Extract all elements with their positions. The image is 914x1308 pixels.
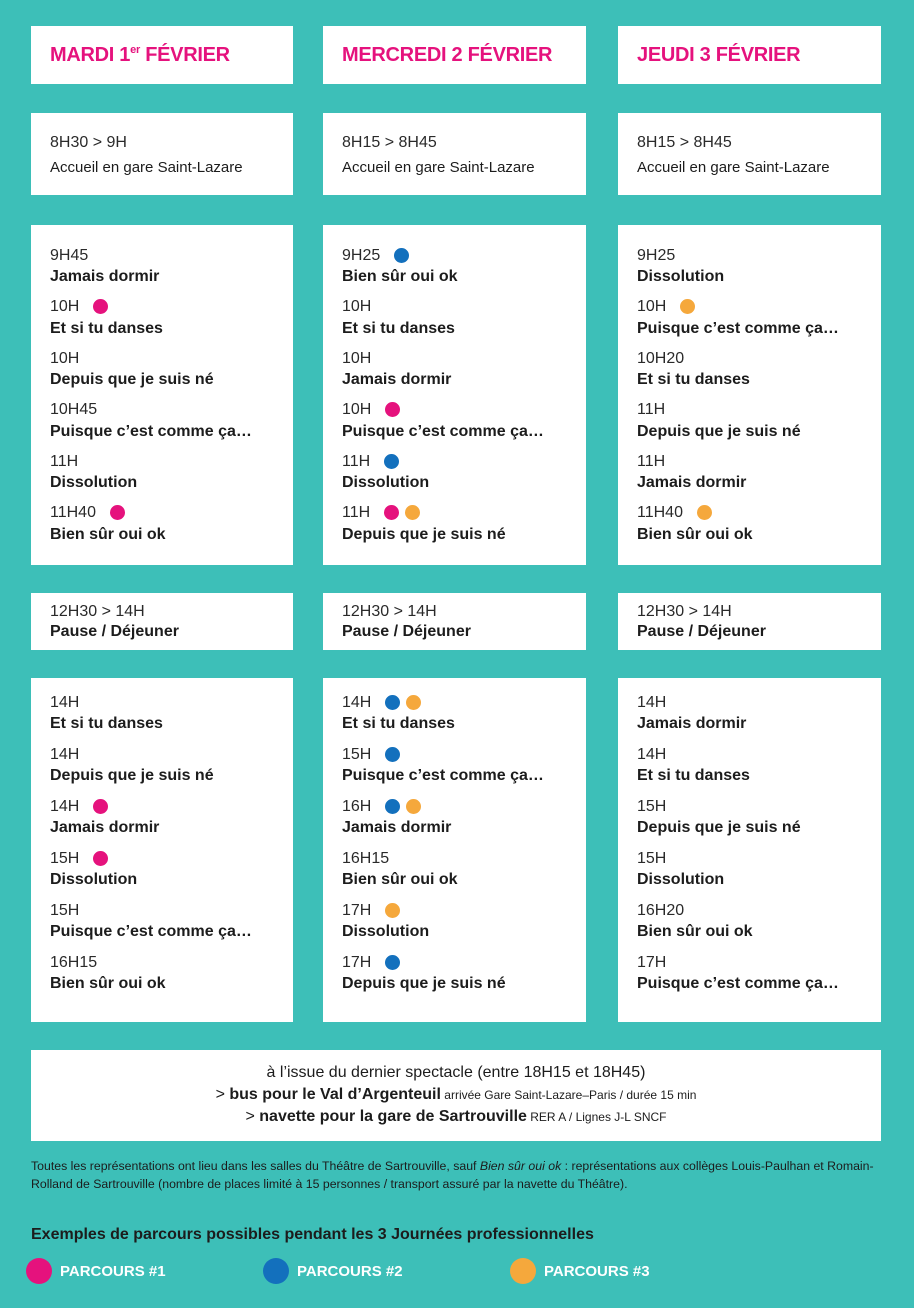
entry-show-title: Bien sûr oui ok xyxy=(637,923,753,940)
entry-time-text: 9H45 xyxy=(50,246,89,264)
lunch-slot xyxy=(618,593,881,650)
entry-time-text: 15H xyxy=(50,849,80,867)
entry-show-title: Et si tu danses xyxy=(637,371,750,388)
entry-show-title: Dissolution xyxy=(342,474,430,491)
day-title-text: JEUDI 3 FÉVRIER xyxy=(637,43,801,66)
lunch-label: Pause / Déjeuner xyxy=(50,623,179,640)
entry-show-title: Puisque c’est comme ça… xyxy=(637,319,839,337)
entry-time-text: 16H15 xyxy=(50,953,98,971)
lunch-time: 12H30 > 14H xyxy=(342,603,437,620)
departure-time: à l’issue du dernier spectacle (entre 18H15 et 18H45) xyxy=(266,1064,646,1081)
route-blue-dot-icon xyxy=(263,1258,289,1284)
entry-show-title: Puisque c’est comme ça… xyxy=(342,422,544,440)
entry-time-text: 14H xyxy=(50,797,80,815)
bus-info: > bus pour le Val d’Argenteuil arrivée Gare Saint-Lazare–Paris / durée 15 min xyxy=(215,1086,697,1103)
entry-time-text: 11H xyxy=(50,452,79,470)
examples-title: Exemples de parcours possibles pendant les 3 Journées professionnelles xyxy=(31,1226,594,1243)
entry-time-text: 17H xyxy=(342,953,372,971)
route-dots xyxy=(385,402,400,417)
schedule-entry xyxy=(637,348,881,390)
route-blue-dot-icon xyxy=(384,454,399,469)
entry-time xyxy=(50,503,293,523)
route-blue-dot-icon xyxy=(385,955,400,970)
entry-time-text: 17H xyxy=(342,901,372,919)
entry-time-text: 10H xyxy=(50,349,80,367)
route-orange-dot-icon xyxy=(405,505,420,520)
route-dots xyxy=(384,505,420,520)
schedule-entry xyxy=(342,900,586,942)
schedule-entry xyxy=(50,900,293,942)
route-blue-dot-icon xyxy=(385,747,400,762)
day-header xyxy=(31,26,293,84)
day-header xyxy=(618,26,881,84)
day-title-sup: er xyxy=(130,43,140,56)
entry-time-text: 11H xyxy=(342,452,371,470)
entry-time xyxy=(342,692,586,712)
entry-show-title: Dissolution xyxy=(50,474,138,491)
entry-show-title: Jamais dormir xyxy=(637,474,747,491)
entry-time-text: 10H xyxy=(50,298,80,315)
arrival-time: 8H15 > 8H45 xyxy=(342,134,437,151)
entry-time xyxy=(342,400,586,420)
entry-time xyxy=(50,744,293,764)
entry-time xyxy=(342,503,586,523)
entry-show-title: Depuis que je suis né xyxy=(342,525,506,543)
entry-time xyxy=(50,900,293,920)
entry-time-text: 16H20 xyxy=(637,901,685,919)
route-orange-dot-icon xyxy=(406,799,421,814)
entry-time xyxy=(637,451,881,471)
schedule-entry xyxy=(50,744,293,786)
entry-time-text: 14H xyxy=(637,693,667,711)
entry-show-title: Depuis que je suis né xyxy=(50,767,214,784)
arrival-label: Accueil en gare Saint-Lazare xyxy=(637,159,830,176)
schedule-entry xyxy=(342,451,586,493)
route-blue-dot-icon xyxy=(385,799,400,814)
entry-show-title: Depuis que je suis né xyxy=(342,975,506,992)
route-blue-dot-icon xyxy=(385,695,400,710)
legend-item-3 xyxy=(510,1258,650,1284)
entry-time xyxy=(50,952,293,972)
entry-show-title: Depuis que je suis né xyxy=(637,819,801,836)
route-pink-dot-icon xyxy=(93,299,108,314)
entry-time xyxy=(637,400,881,420)
entry-show-title: Bien sûr oui ok xyxy=(637,525,753,543)
schedule-entry xyxy=(637,744,881,786)
entry-show-title: Jamais dormir xyxy=(637,715,747,732)
entry-show-title: Bien sûr oui ok xyxy=(342,871,458,888)
entry-show-title: Dissolution xyxy=(637,871,725,888)
route-pink-dot-icon xyxy=(384,505,399,520)
entry-time xyxy=(50,348,293,368)
route-dots xyxy=(110,505,125,520)
route-pink-dot-icon xyxy=(385,402,400,417)
entry-show-title: Jamais dormir xyxy=(50,819,160,836)
entry-time-text: 10H20 xyxy=(637,349,685,367)
entry-show-title: Dissolution xyxy=(50,871,138,888)
day-title-tail: FÉVRIER xyxy=(139,43,230,66)
entry-time xyxy=(342,848,586,868)
bus-title: bus pour le Val d’Argenteuil xyxy=(229,1086,441,1103)
lunch-time: 12H30 > 14H xyxy=(50,603,145,620)
entry-show-title: Puisque c’est comme ça… xyxy=(50,923,252,940)
navette-details: RER A / Lignes J-L SNCF xyxy=(526,1110,667,1124)
route-dots xyxy=(385,799,421,814)
schedule-entry xyxy=(637,796,881,838)
entry-time-text: 15H xyxy=(637,797,667,815)
schedule-entry xyxy=(637,245,881,287)
entry-show-title: Bien sûr oui ok xyxy=(50,525,166,543)
entry-time xyxy=(637,503,881,523)
entry-time-text: 14H xyxy=(342,693,372,711)
route-pink-dot-icon xyxy=(26,1258,52,1284)
route-orange-dot-icon xyxy=(385,903,400,918)
legend-label: PARCOURS #2 xyxy=(297,1262,403,1280)
schedule-entry xyxy=(342,744,586,786)
morning-program xyxy=(323,225,586,565)
schedule-entry xyxy=(637,900,881,942)
entry-time xyxy=(637,348,881,368)
entry-show-title: Depuis que je suis né xyxy=(637,422,801,440)
entry-time xyxy=(50,400,293,420)
route-dots xyxy=(385,955,400,970)
route-pink-dot-icon xyxy=(93,851,108,866)
schedule-entry xyxy=(50,348,293,390)
schedule-entry xyxy=(637,848,881,890)
venue-note: Toutes les représentations ont lieu dans les salles du Théâtre de Sartrouville, sauf Bien sûr oui ok : représentations aux collèges Louis-Paulhan et Romain-Rolland de Sartrouville (nombre de places limité à 15 personnes / transport assuré par la navette du Théâtre). xyxy=(31,1159,874,1191)
entry-time xyxy=(50,692,293,712)
route-dots xyxy=(93,299,108,314)
entry-time-text: 17H xyxy=(637,953,667,971)
route-dots xyxy=(93,851,108,866)
entry-show-title: Et si tu danses xyxy=(637,767,750,784)
day-title xyxy=(637,44,800,67)
entry-time-text: 16H xyxy=(342,797,372,815)
entry-time xyxy=(342,245,586,265)
lunch-slot xyxy=(323,593,586,650)
schedule-entry xyxy=(637,503,881,545)
arrival-time: 8H30 > 9H xyxy=(50,134,127,151)
entry-time xyxy=(342,348,586,368)
entry-time-text: 10H xyxy=(342,298,372,315)
entry-show-title: Jamais dormir xyxy=(342,371,452,388)
schedule-entry xyxy=(637,400,881,442)
entry-time xyxy=(50,796,293,816)
legend-item-1 xyxy=(26,1258,166,1284)
entry-time xyxy=(637,848,881,868)
entry-time xyxy=(637,692,881,712)
entry-show-title: Et si tu danses xyxy=(342,319,455,337)
entry-time xyxy=(637,796,881,816)
arrival-slot xyxy=(323,113,586,195)
route-orange-dot-icon xyxy=(697,505,712,520)
route-dots xyxy=(385,747,400,762)
entry-time xyxy=(342,952,586,972)
arrival-slot xyxy=(618,113,881,195)
entry-show-title: Depuis que je suis né xyxy=(50,371,214,388)
entry-show-title: Bien sûr oui ok xyxy=(50,975,166,992)
day-title xyxy=(50,44,230,67)
venue-note-show: Bien sûr oui ok xyxy=(479,1159,562,1173)
schedule-entry xyxy=(342,848,586,890)
entry-show-title: Jamais dormir xyxy=(342,819,452,836)
lunch-slot xyxy=(31,593,293,650)
day-title-text: MERCREDI 2 FÉVRIER xyxy=(342,43,553,66)
route-dots xyxy=(697,505,712,520)
schedule-entry xyxy=(50,400,293,442)
schedule-entry xyxy=(637,451,881,493)
entry-time-text: 11H xyxy=(637,452,666,470)
entry-time-text: 15H xyxy=(637,849,667,867)
entry-time-text: 10H45 xyxy=(50,401,98,418)
entry-show-title: Et si tu danses xyxy=(50,319,163,337)
arrival-slot xyxy=(31,113,293,195)
route-orange-dot-icon xyxy=(406,695,421,710)
schedule-entry xyxy=(342,297,586,339)
schedule-entry xyxy=(342,245,586,287)
entry-time-text: 11H xyxy=(342,504,371,521)
route-pink-dot-icon xyxy=(93,799,108,814)
legend-item-2 xyxy=(263,1258,403,1284)
morning-program xyxy=(31,225,293,565)
legend-label: PARCOURS #1 xyxy=(60,1262,166,1280)
entry-show-title: Bien sûr oui ok xyxy=(342,268,458,285)
schedule-entry xyxy=(342,400,586,442)
lunch-label: Pause / Déjeuner xyxy=(342,623,471,640)
entry-show-title: Dissolution xyxy=(637,268,725,285)
route-orange-dot-icon xyxy=(510,1258,536,1284)
day-title xyxy=(342,44,552,67)
schedule-entry xyxy=(50,796,293,838)
route-orange-dot-icon xyxy=(680,299,695,314)
schedule-entry xyxy=(50,952,293,994)
route-dots xyxy=(385,903,400,918)
entry-time xyxy=(637,744,881,764)
schedule-entry xyxy=(50,848,293,890)
schedule-entry xyxy=(50,692,293,734)
entry-time xyxy=(637,297,881,317)
schedule-entry xyxy=(342,952,586,994)
day-title-text: MARDI 1 xyxy=(50,43,131,66)
entry-time-text: 15H xyxy=(50,901,80,919)
entry-time xyxy=(637,952,881,972)
entry-time xyxy=(50,297,293,317)
lunch-label: Pause / Déjeuner xyxy=(637,623,766,640)
entry-show-title: Et si tu danses xyxy=(342,715,455,732)
entry-show-title: Dissolution xyxy=(342,923,430,940)
entry-time-text: 10H xyxy=(637,298,667,315)
entry-time-text: 9H25 xyxy=(637,246,676,264)
schedule-entry xyxy=(342,692,586,734)
schedule-entry xyxy=(342,348,586,390)
route-dots xyxy=(394,248,409,263)
departure-info xyxy=(31,1050,881,1141)
navette-title: navette pour la gare de Sartrouville xyxy=(259,1108,527,1125)
arrival-label: Accueil en gare Saint-Lazare xyxy=(342,159,535,176)
lunch-time: 12H30 > 14H xyxy=(637,603,732,620)
entry-show-title: Puisque c’est comme ça… xyxy=(637,975,839,992)
entry-time-text: 11H xyxy=(637,401,666,418)
entry-time xyxy=(637,245,881,265)
route-blue-dot-icon xyxy=(394,248,409,263)
day-header xyxy=(323,26,586,84)
entry-time xyxy=(342,297,586,317)
entry-time-text: 14H xyxy=(50,693,80,711)
schedule-entry xyxy=(342,796,586,838)
entry-time-text: 11H40 xyxy=(50,504,96,521)
arrival-time: 8H15 > 8H45 xyxy=(637,134,732,151)
entry-show-title: Puisque c’est comme ça… xyxy=(342,767,544,784)
entry-time xyxy=(50,848,293,868)
schedule-entry xyxy=(50,503,293,545)
schedule-entry xyxy=(50,451,293,493)
route-pink-dot-icon xyxy=(110,505,125,520)
entry-time xyxy=(637,900,881,920)
entry-time xyxy=(342,451,586,471)
entry-time-text: 10H xyxy=(342,401,372,418)
entry-show-title: Jamais dormir xyxy=(50,268,160,285)
route-dots xyxy=(385,695,421,710)
entry-time-text: 14H xyxy=(637,745,667,763)
entry-time-text: 10H xyxy=(342,349,372,367)
schedule-entry xyxy=(637,952,881,994)
legend-label: PARCOURS #3 xyxy=(544,1262,650,1280)
route-dots xyxy=(93,799,108,814)
schedule-entry xyxy=(637,692,881,734)
entry-show-title: Puisque c’est comme ça… xyxy=(50,422,252,440)
route-dots xyxy=(680,299,695,314)
entry-time-text: 15H xyxy=(342,745,372,763)
afternoon-program xyxy=(31,678,293,1022)
entry-time xyxy=(50,451,293,471)
route-dots xyxy=(384,454,399,469)
entry-time-text: 9H25 xyxy=(342,246,381,264)
afternoon-program xyxy=(323,678,586,1022)
schedule-entry xyxy=(637,297,881,339)
entry-time xyxy=(50,245,293,265)
entry-time-text: 11H40 xyxy=(637,504,683,521)
bus-details: arrivée Gare Saint-Lazare–Paris / durée 15 min xyxy=(440,1088,697,1102)
schedule-entry xyxy=(50,297,293,339)
entry-time xyxy=(342,744,586,764)
schedule-entry xyxy=(50,245,293,287)
entry-time xyxy=(342,900,586,920)
entry-time xyxy=(342,796,586,816)
arrival-label: Accueil en gare Saint-Lazare xyxy=(50,159,243,176)
entry-show-title: Et si tu danses xyxy=(50,715,163,732)
morning-program xyxy=(618,225,881,565)
entry-time-text: 16H15 xyxy=(342,849,390,867)
navette-info: > navette pour la gare de Sartrouville RER A / Lignes J-L SNCF xyxy=(245,1108,667,1125)
entry-time-text: 14H xyxy=(50,745,80,763)
afternoon-program xyxy=(618,678,881,1022)
schedule-entry xyxy=(342,503,586,545)
